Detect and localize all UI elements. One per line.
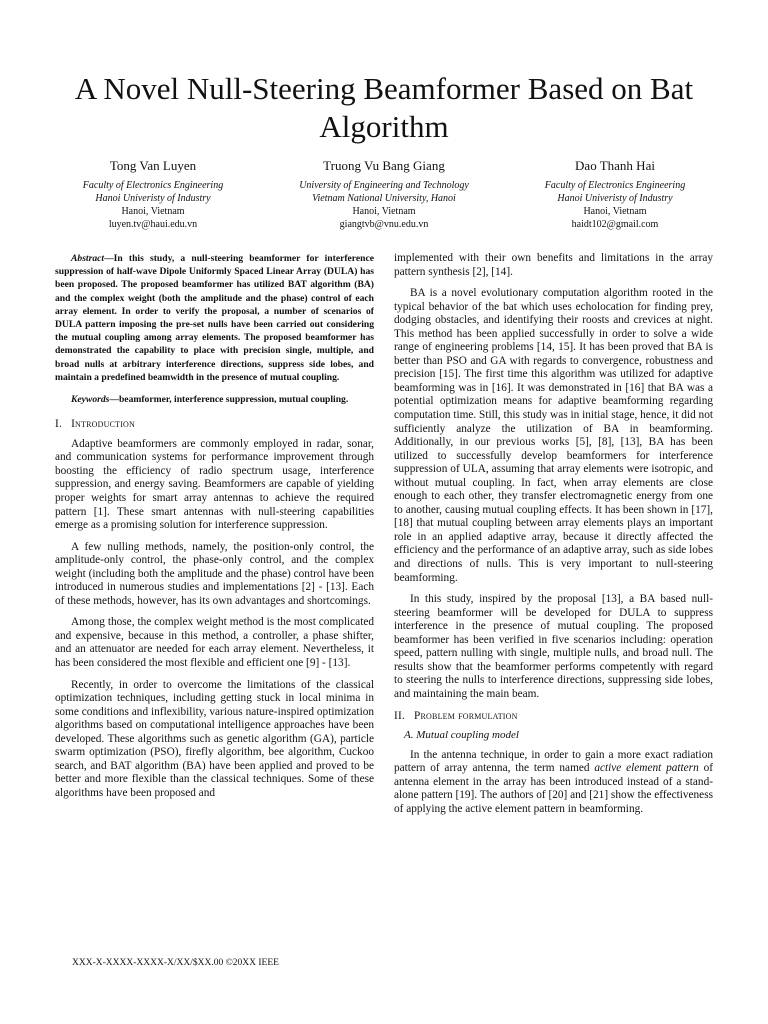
section-number: II. xyxy=(394,709,405,722)
body-paragraph xyxy=(394,749,713,817)
body-paragraph: implemented with their own benefits and limitations in the array pattern synthesis [2], [14]. xyxy=(394,252,713,278)
section-heading-problem-formulation xyxy=(394,710,713,724)
author-2 xyxy=(271,158,497,231)
subsection-heading xyxy=(404,729,713,743)
left-column xyxy=(55,252,374,808)
author-affiliation: Hanoi Univeristy of Industry xyxy=(95,193,211,204)
section-number: I. xyxy=(55,418,62,431)
author-email: haidt102@gmail.com xyxy=(571,219,659,230)
author-email: luyen.tv@haui.edu.vn xyxy=(108,219,198,230)
keywords-label: Keywords xyxy=(71,394,110,406)
paragraph-text: of antenna element in the array has been introduced instead of a stand-alone pattern [19]. The authors of [20] and [21] show the effectiveness of applying the active element pattern in beamforming. xyxy=(394,762,713,815)
keywords-text: —beamformer, interference suppression, mutual coupling. xyxy=(109,394,349,406)
copyright-footer: XXX-X-XXXX-XXXX-X/XX/$XX.00 ©20XX IEEE xyxy=(72,958,279,968)
abstract-label: Abstract xyxy=(71,253,105,264)
author-location: Hanoi, Vietnam xyxy=(352,206,416,217)
keywords xyxy=(55,393,374,406)
author-affiliation: Hanoi Univeristy of Industry xyxy=(557,193,673,204)
author-affiliation: University of Engineering and Technology xyxy=(299,180,469,191)
section-title: Introduction xyxy=(71,418,136,431)
intro-paragraph: A few nulling methods, namely, the position-only control, the amplitude-only control, the phase-only control, and the complex weight (including both the amplitude and the phase) control have been introduced in numerous studies and implementations [2] - [13]. Each of these methods, however, has its own advantages and shortcomings. xyxy=(55,540,374,607)
author-location: Hanoi, Vietnam xyxy=(583,206,647,217)
subsection-label: A. xyxy=(404,729,414,742)
abstract-text: —In this study, a null-steering beamformer for interference suppression of half-wave Dipole Uniformly Spaced Linear Array (DULA) has been proposed. The proposed beamformer has utilized BAT algorithm (BA) and the complex weight (both the amplitude and the phase) control of each array element. In order to verify the proposal, a number of scenarios of DULA pattern imposing the pre-set nulls have been carried out considering the mutual coupling among array elements. The proposed beamformer has demonstrated the capability to place with precision single, multiple, and broad nulls at arbitrary interference directions, suppress side lobes, and maintain a predefined beamwidth in the presence of mutual coupling. xyxy=(55,253,374,383)
author-location: Hanoi, Vietnam xyxy=(121,206,185,217)
body-paragraph: In this study, inspired by the proposal [13], a BA based null-steering beamformer will be developed for DULA to suppress interference in the presence of mutual coupling. The proposed beamformer has been verified in five scenarios including: operation speed, pattern nulling with single, multiple nulls, and broad null. The results show that the beamformer performs competently with regard to steering the nulls to interference directions, suppressing side lobes, and maintaining the main beam. xyxy=(394,593,713,700)
author-1 xyxy=(40,158,266,231)
author-3 xyxy=(502,158,728,231)
author-affiliation: Faculty of Electronics Engineering xyxy=(544,180,686,191)
right-column xyxy=(394,252,713,824)
body-paragraph: BA is a novel evolutionary computation algorithm rooted in the typical behavior of the bat which uses echolocation for finding prey, dodging obstacles, and identifying their roosts and crevices at night. This method has been applied successfully in order to solve a wide range of engineering problems [14, 15]. It has been proved that BA is better than PSO and GA with regards to convergence, robustness and precision [15]. The first time this algorithm was utilized for adaptive beamforming was in [16]. It was demonstrated in [16] that BA was a potential optimization means for adaptive beamforming regarding computation time. Still, this study was in initial stage, hence, it did not sufficiently analyze the utilization of BA in beamforming. Additionally, in our previous works [5], [8], [13], BA has been utilized to successfully develop beamformers for interference suppression of ULA, assuming that array elements were isotropic, and without mutual coupling. In fact, when array elements are close enough to each other, they transfer electromagnetic energy from one to another, causing mutual coupling effects. It has been shown in [17], [18] that mutual coupling between array elements plays an important role in an applied adaptive array, because it directly affected the efficiency and the performance of an adaptive array, such as side lobes and directions of nulls. This is very important to null-steering beamforming. xyxy=(394,287,713,584)
author-name: Tong Van Luyen xyxy=(109,158,197,173)
abstract xyxy=(55,252,374,384)
intro-paragraph: Adaptive beamformers are commonly employed in radar, sonar, and communication systems for performance improvement through boosting the efficiency of radio spectrum usage, interference suppression, and energy saving. Beamformers are capable of yielding proper weights for smart array antennas to achieve the required pattern [1]. These smart antennas with null-steering capabilities emerge as a promising solution for interference suppression. xyxy=(55,437,374,532)
paper-title: A Novel Null-Steering Beamformer Based on Bat Algorithm xyxy=(74,71,694,144)
author-block xyxy=(40,158,728,231)
author-name: Truong Vu Bang Giang xyxy=(323,158,445,173)
author-email: giangtvb@vnu.edu.vn xyxy=(339,219,429,230)
paragraph-text: In the antenna technique, in order to gain a more exact radiation pattern of array antenna, the term named xyxy=(394,748,713,775)
intro-paragraph: Among those, the complex weight method is the most complicated and expensive, because in this method, a controller, a phase shifter, and an attenuator are needed for each array element. Nevertheless, it has been considered the most flexible and efficient one [9] - [13]. xyxy=(55,616,374,669)
section-title: Problem formulation xyxy=(414,709,518,722)
subsection-title: Mutual coupling model xyxy=(416,729,519,742)
emphasis-text: active element pattern xyxy=(594,762,699,775)
section-heading-introduction xyxy=(55,418,374,432)
author-affiliation: Vietnam National University, Hanoi xyxy=(312,193,456,204)
intro-paragraph: Recently, in order to overcome the limitations of the classical optimization techniques, including getting stuck in local minima in some conditions and inflexibility, various nature-inspired optimization algorithms based on computational intelligence approaches have been developed. These algorithms such as genetic algorithm (GA), particle swarm optimization (PSO), firefly algorithm, bee algorithm, Cuckoo search, and BAT algorithm (BA) have been applied and proved to be better and more flexible than the classical techniques. Some of these algorithms have been proposed and xyxy=(55,678,374,799)
author-affiliation: Faculty of Electronics Engineering xyxy=(82,180,224,191)
author-name: Dao Thanh Hai xyxy=(575,158,655,173)
